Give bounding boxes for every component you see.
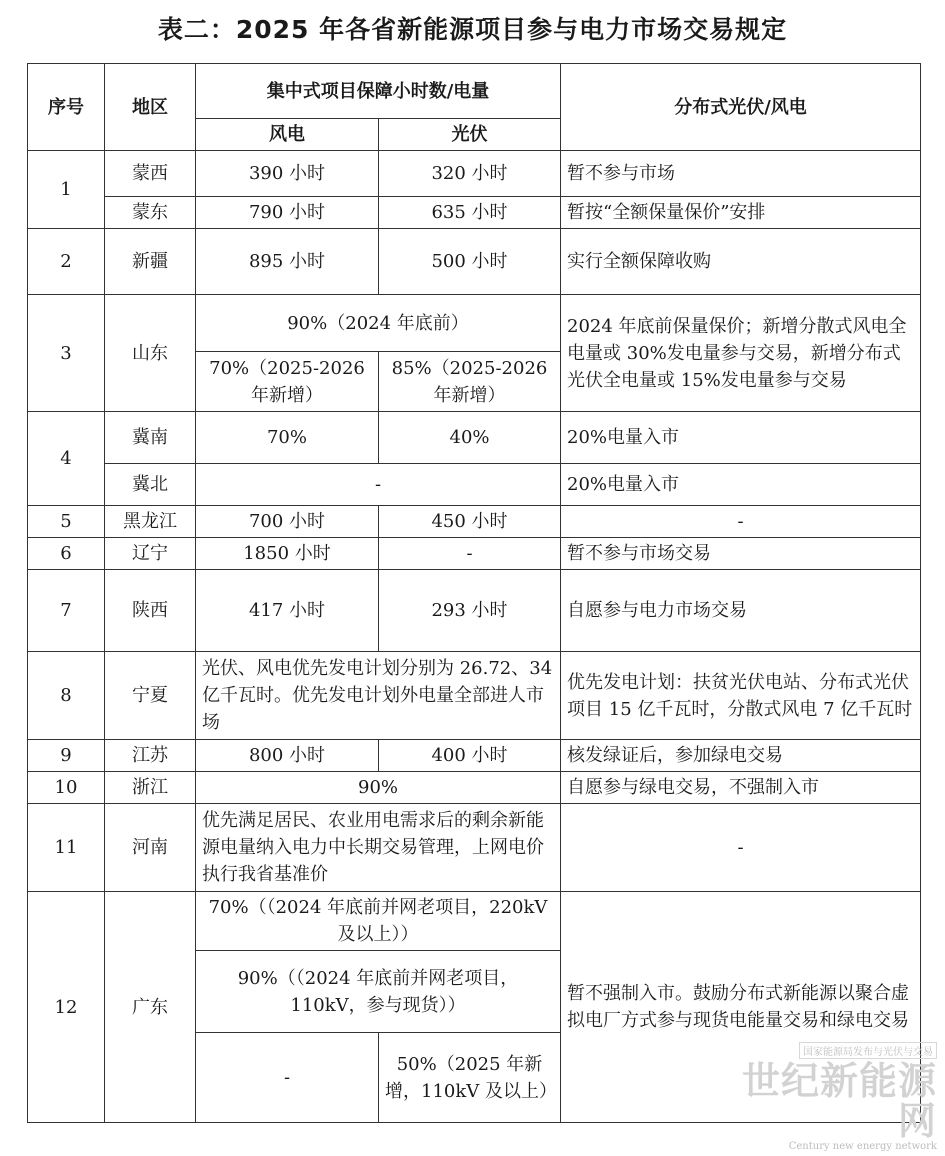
cell-distributed: 20%电量入市 bbox=[561, 464, 921, 506]
table-row bbox=[28, 772, 921, 804]
cell-region: 冀南 bbox=[105, 412, 196, 464]
cell-region: 新疆 bbox=[105, 229, 196, 295]
watermark-english: Century new energy network bbox=[788, 1141, 937, 1152]
cell-centralized-merged: 光伏、风电优先发电计划分别为 26.72、34 亿千瓦时。优先发电计划外电量全部进人市场 bbox=[196, 652, 561, 740]
cell-pv: 40% bbox=[379, 412, 561, 464]
cell-wind: 1850 小时 bbox=[196, 538, 379, 570]
table-row bbox=[28, 197, 921, 229]
header-centralized: 集中式项目保障小时数/电量 bbox=[196, 64, 561, 119]
cell-seq: 3 bbox=[28, 295, 105, 412]
cell-region: 蒙西 bbox=[105, 151, 196, 197]
cell-seq: 8 bbox=[28, 652, 105, 740]
cell-wind: 790 小时 bbox=[196, 197, 379, 229]
cell-centralized-merged: 90%（（2024 年底前并网老项目，110kV，参与现货）） bbox=[196, 951, 561, 1033]
cell-centralized-merged: 优先满足居民、农业用电需求后的剩余新能源电量纳入电力中长期交易管理，上网电价执行我省基准价 bbox=[196, 804, 561, 892]
cell-distributed: 暂不参与市场交易 bbox=[561, 538, 921, 570]
cell-distributed: - bbox=[561, 506, 921, 538]
header-pv: 光伏 bbox=[379, 119, 561, 151]
cell-region: 山东 bbox=[105, 295, 196, 412]
cell-seq: 9 bbox=[28, 740, 105, 772]
watermark-tagline: 国家能源局发布与光伏与交易 bbox=[799, 1042, 937, 1059]
cell-pv: 293 小时 bbox=[379, 570, 561, 652]
table-row bbox=[28, 652, 921, 740]
market-rules-table bbox=[27, 63, 921, 1123]
cell-region: 陕西 bbox=[105, 570, 196, 652]
cell-pv: 635 小时 bbox=[379, 197, 561, 229]
cell-wind: - bbox=[196, 1033, 379, 1123]
cell-pv: 450 小时 bbox=[379, 506, 561, 538]
header-distributed: 分布式光伏/风电 bbox=[561, 64, 921, 151]
cell-wind: 800 小时 bbox=[196, 740, 379, 772]
cell-pv: 320 小时 bbox=[379, 151, 561, 197]
cell-distributed: 自愿参与电力市场交易 bbox=[561, 570, 921, 652]
cell-distributed: 暂按“全额保量保价”安排 bbox=[561, 197, 921, 229]
table-row bbox=[28, 570, 921, 652]
cell-centralized-merged: - bbox=[196, 464, 561, 506]
cell-seq: 12 bbox=[28, 892, 105, 1123]
cell-wind: 895 小时 bbox=[196, 229, 379, 295]
table-row bbox=[28, 151, 921, 197]
cell-region: 广东 bbox=[105, 892, 196, 1123]
cell-distributed: 自愿参与绿电交易，不强制入市 bbox=[561, 772, 921, 804]
cell-pv: 85%（2025-2026 年新增） bbox=[379, 352, 561, 412]
cell-seq: 6 bbox=[28, 538, 105, 570]
cell-distributed: 暂不强制入市。鼓励分布式新能源以聚合虚拟电厂方式参与现货电能量交易和绿电交易 bbox=[561, 892, 921, 1123]
header-row bbox=[28, 64, 921, 119]
table-row bbox=[28, 740, 921, 772]
table-row bbox=[28, 464, 921, 506]
page-title: 表二：2025 年各省新能源项目参与电力市场交易规定 bbox=[157, 15, 788, 44]
cell-seq: 1 bbox=[28, 151, 105, 229]
cell-wind: 700 小时 bbox=[196, 506, 379, 538]
cell-pv: 50%（2025 年新增，110kV 及以上） bbox=[379, 1033, 561, 1123]
cell-region: 浙江 bbox=[105, 772, 196, 804]
cell-seq: 4 bbox=[28, 412, 105, 506]
table-row bbox=[28, 804, 921, 892]
cell-seq: 7 bbox=[28, 570, 105, 652]
cell-wind: 70% bbox=[196, 412, 379, 464]
cell-seq: 2 bbox=[28, 229, 105, 295]
cell-distributed: 2024 年底前保量保价；新增分散式风电全电量或 30%发电量参与交易，新增分布式光伏全电量或 15%发电量参与交易 bbox=[561, 295, 921, 412]
cell-wind: 390 小时 bbox=[196, 151, 379, 197]
cell-wind: 70%（2025-2026 年新增） bbox=[196, 352, 379, 412]
header-wind: 风电 bbox=[196, 119, 379, 151]
cell-region: 冀北 bbox=[105, 464, 196, 506]
cell-distributed: 实行全额保障收购 bbox=[561, 229, 921, 295]
cell-region: 江苏 bbox=[105, 740, 196, 772]
cell-centralized-merged: 90%（2024 年底前） bbox=[196, 295, 561, 352]
table-row bbox=[28, 295, 921, 352]
header-seq: 序号 bbox=[28, 64, 105, 151]
header-region: 地区 bbox=[105, 64, 196, 151]
table-row bbox=[28, 538, 921, 570]
cell-region: 黑龙江 bbox=[105, 506, 196, 538]
cell-distributed: 暂不参与市场 bbox=[561, 151, 921, 197]
cell-distributed: - bbox=[561, 804, 921, 892]
cell-seq: 11 bbox=[28, 804, 105, 892]
cell-region: 河南 bbox=[105, 804, 196, 892]
table-row bbox=[28, 229, 921, 295]
cell-pv: 400 小时 bbox=[379, 740, 561, 772]
cell-distributed: 核发绿证后，参加绿电交易 bbox=[561, 740, 921, 772]
cell-distributed: 20%电量入市 bbox=[561, 412, 921, 464]
cell-region: 宁夏 bbox=[105, 652, 196, 740]
cell-seq: 10 bbox=[28, 772, 105, 804]
cell-centralized-merged: 90% bbox=[196, 772, 561, 804]
cell-pv: 500 小时 bbox=[379, 229, 561, 295]
cell-pv: - bbox=[379, 538, 561, 570]
table-row bbox=[28, 506, 921, 538]
cell-centralized-merged: 70%（（2024 年底前并网老项目，220kV 及以上）） bbox=[196, 892, 561, 951]
table-row bbox=[28, 412, 921, 464]
cell-seq: 5 bbox=[28, 506, 105, 538]
cell-region: 辽宁 bbox=[105, 538, 196, 570]
cell-region: 蒙东 bbox=[105, 197, 196, 229]
watermark-logo: 世纪新能源网 bbox=[741, 1058, 937, 1143]
cell-wind: 417 小时 bbox=[196, 570, 379, 652]
table-row bbox=[28, 892, 921, 951]
cell-distributed: 优先发电计划：扶贫光伏电站、分布式光伏项目 15 亿千瓦时，分散式风电 7 亿千瓦时 bbox=[561, 652, 921, 740]
